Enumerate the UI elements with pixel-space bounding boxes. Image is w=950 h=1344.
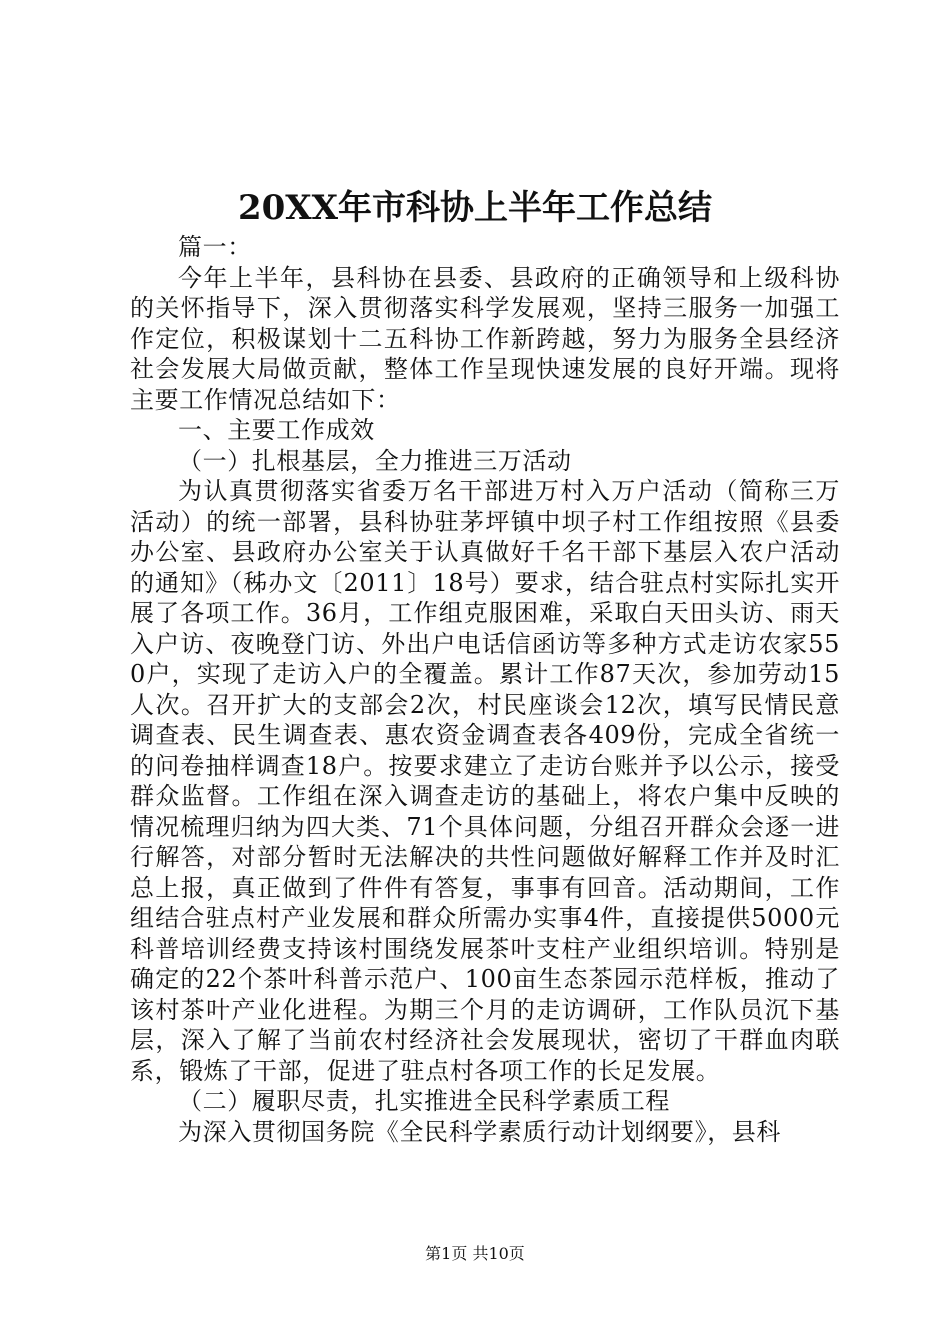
paragraph-part-heading: 篇一： bbox=[178, 233, 252, 261]
document-title: 20XX年市科协上半年工作总结 bbox=[237, 188, 713, 228]
paragraph-three-wan-activity: 为认真贯彻落实省委万名干部进万村入万户活动（简称三万活动）的统一部署，县科协驻茅坪镇中坝子村工作组按照《县委办公室、县政府办公室关于认真做好千名干部下基层入农户活动的通知》（秭办文〔2011〕18号）要求，结合驻点村实际扎实开展了各项工作。36月，工作组克服困难，采取白天田头访、雨天入户访、夜晚登门访、外出户电话信函访等多种方式走访农家550户，实现了走访入户的全覆盖。累计工作87天次，参加劳动15人次。召开扩大的支部会2次，村民座谈会12次，填写民情民意调查表、民生调查表、惠农资金调查表各409份，完成全省统一的问卷抽样调查18户。按要求建立了走访台账并予以公示，接受群众监督。工作组在深入调查走访的基础上，将农户集中反映的情况梳理归纳为四大类、71个具体问题，分组召开群众会逐一进行解答，对部分暂时无法解决的共性问题做好解释工作并及时汇总上报，真正做到了件件有答复，事事有回音。活动期间，工作组结合驻点村产业发展和群众所需办实事4件，直接提供5000元科普培训经费支持该村围绕发展茶叶支柱产业组织培训。特别是确定的22个茶叶科普示范户、100亩生态茶园示范样板，推动了该村茶叶产业化进程。为期三个月的走访调研，工作队员沉下基层，深入了解了当前农村经济社会发展现状，密切了干群血肉联系，锻炼了干部，促进了驻点村各项工作的长足发展。 bbox=[130, 477, 840, 1085]
paragraph-science-literacy: 为深入贯彻国务院《全民科学素质行动计划纲要》，县科 bbox=[178, 1117, 781, 1146]
subsection-heading-1: （一）扎根基层，全力推进三万活动 bbox=[178, 446, 572, 475]
page-footer: 第1页 共10页 bbox=[425, 1244, 525, 1263]
subsection-heading-2: （二）履职尽责，扎实推进全民科学素质工程 bbox=[178, 1087, 670, 1115]
paragraph-intro: 今年上半年，县科协在县委、县政府的正确领导和上级科协的关怀指导下，深入贯彻落实科学发展观，坚持三服务一加强工作定位，积极谋划十二五科协工作新跨越，努力为服务全县经济社会发展大局做贡献，整体工作呈现快速发展的良好开端。现将主要工作情况总结如下： bbox=[130, 263, 840, 414]
document-body bbox=[130, 232, 840, 1147]
section-heading-main-results: 一、主要工作成效 bbox=[178, 416, 375, 444]
